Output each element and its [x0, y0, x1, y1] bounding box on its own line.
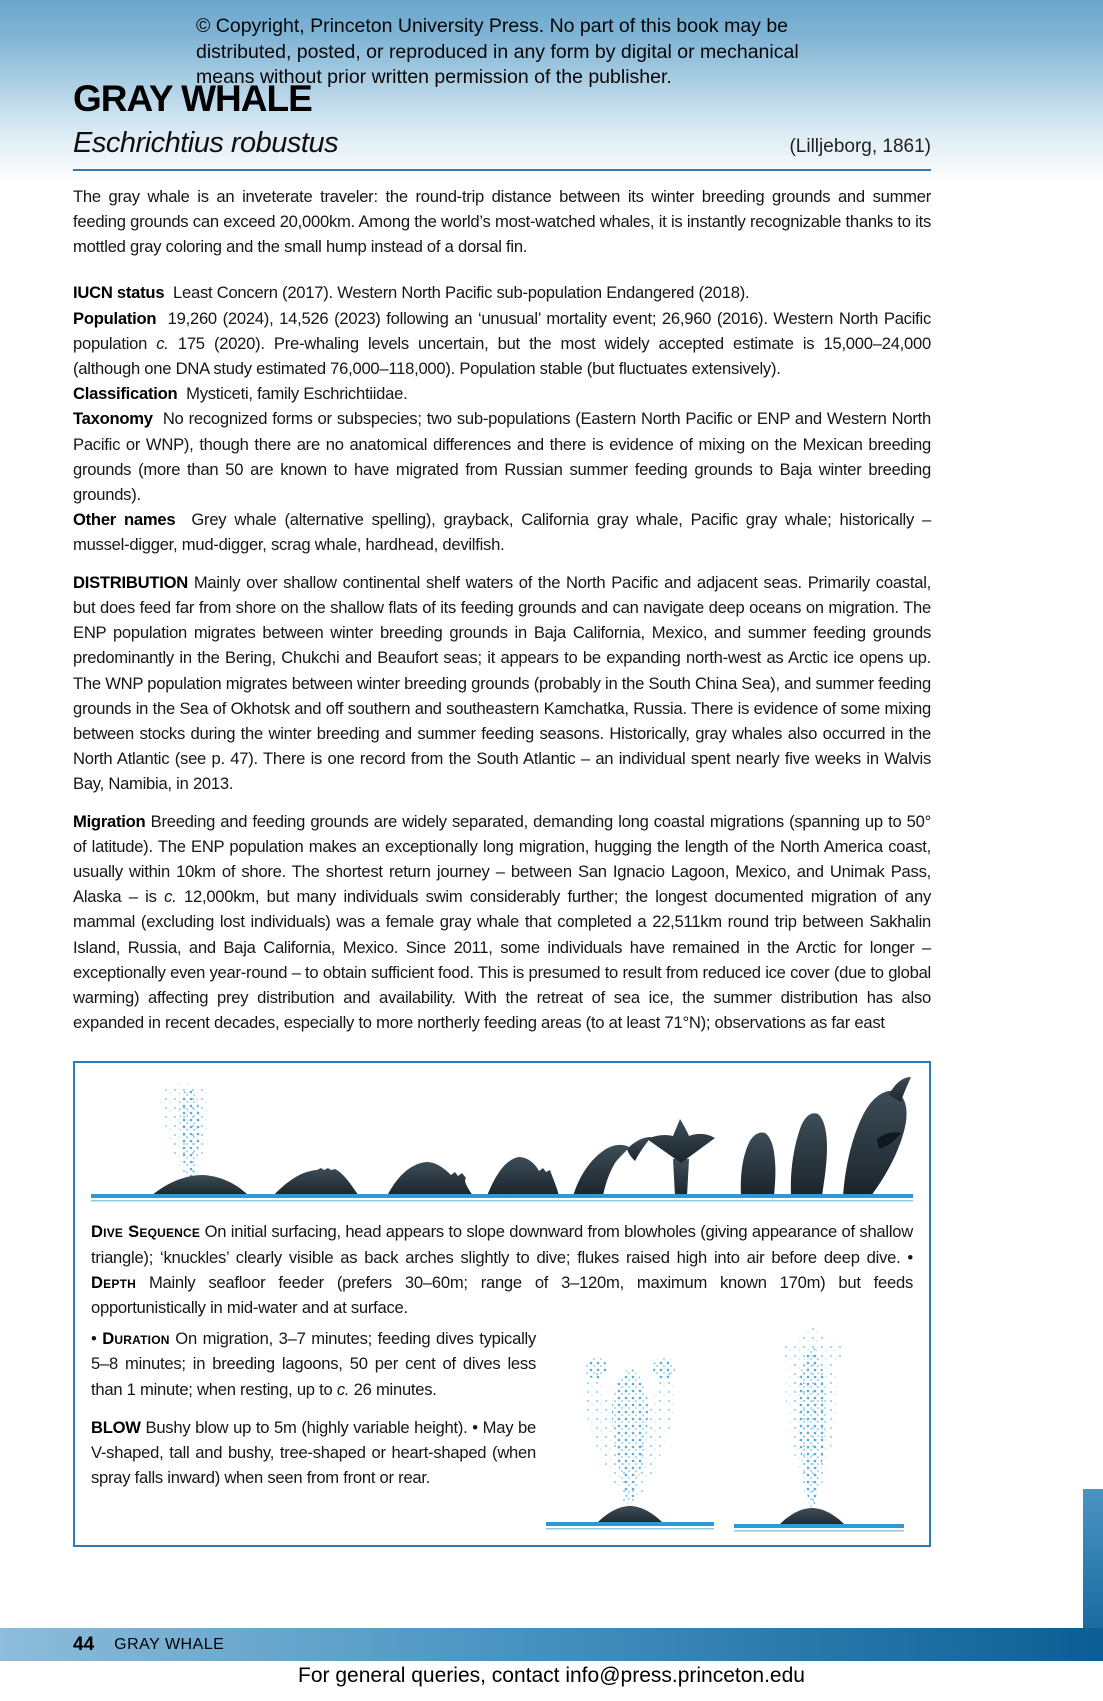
intro-paragraph: The gray whale is an inveterate traveler: the round-trip distance between its winter breeding grounds and summer feeding grounds can exceed 20,000km. Among the world’s most-watched whales, it is instantly recognizable thanks to its mottled gray coloring and the small hump instead of a dorsal fin.	[73, 186, 931, 257]
waterline-right	[734, 1524, 904, 1528]
whale-back-initial-surfacing	[151, 1175, 249, 1196]
whale-fluke-stock	[673, 1159, 689, 1196]
page-number: 44	[73, 1633, 95, 1655]
migration-paragraph: Migration Breeding and feeding grounds are widely separated, demanding long coastal migrations (spanning up to 50° of latitude). The ENP population makes an exceptionally long migration, hugging the length of the North America coast, usually within 10km of shore. The shortest return journey – between San Ignacio Lagoon, Mexico, and Unimak Pass, Alaska – is c. 12,000km, but many individuals swim considerably further; the longest documented migration of any mammal (excluding lost individuals) was a female gray whale that completed a 22,511km round trip between Sakhalin Island, Russia, and Baja California, Mexico. Since 2011, some individuals have remained in the Arctic for longer – exceptionally even year-round – to obtain sufficient food. This is presumed to result from reduced ice cover (due to global warming) affecting prey distribution and availability. With the retreat of sea ice, the summer distribution has also expanded in recent decades, especially to more northerly feeding areas (to at least 71°N); observations as far east	[73, 811, 932, 1033]
title-rule	[73, 169, 931, 171]
whale-back-arching	[387, 1162, 473, 1196]
blow-paragraph: BLOW Bushy blow up to 5m (highly variable height). • May be V-shaped, tall and bushy, tree-shaped or heart-shaped (when spray falls inward) when seen from front or rear.	[91, 1417, 536, 1488]
fact-iucn-status: IUCN status Least Concern (2017). Western North Pacific sub-population Endangered (2018).	[73, 283, 750, 303]
heart-shaped-blow-icon	[584, 1357, 675, 1514]
duration-paragraph: • Duration On migration, 3–7 minutes; feeding dives typically 5–8 minutes; in breeding lagoons, 50 per cent of dives less than 1 minute; when resting, up to c. 26 minutes.	[91, 1329, 537, 1399]
fact-population: Population 19,260 (2024), 14,526 (2023) following an ‘unusual’ mortality event; 26,960 (2016). Western North Pacific population c. 175 (2020). Pre-whaling levels uncertain, but the most widely accepted estimate is 15,000–24,000 (although one DNA study estimated 76,000–118,000). Population stable (but fluctuates extensively).	[73, 308, 931, 379]
waterline	[91, 1194, 913, 1198]
figure-box	[73, 1061, 931, 1547]
dive-sequence-illustration	[91, 1069, 913, 1209]
waterline-right-reflection	[734, 1530, 904, 1532]
species-name-row	[73, 127, 931, 160]
fact-classification: Classification Mysticeti, family Eschrichtiidae.	[73, 384, 408, 404]
fact-other-names: Other names Grey whale (alternative spelling), grayback, California gray whale, Pacific gray whale; historically – mussel-digger, mud-digger, scrag whale, hardhead, devilfish.	[73, 510, 931, 555]
species-authority: (Lilljeborg, 1861)	[789, 135, 931, 157]
waterline-left	[546, 1522, 714, 1526]
running-title: GRAY WHALE	[114, 1635, 225, 1653]
bushy-blow-icon	[782, 1327, 842, 1516]
scientific-name: Eschrichtius robustus	[73, 126, 339, 159]
whale-tailstock-emerging	[573, 1145, 629, 1196]
whale-back-steep-arch	[487, 1157, 559, 1196]
figure-text-column	[91, 1326, 536, 1490]
dive-sequence-paragraph: Dive Sequence On initial surfacing, head appears to slope downward from blowholes (giving appearance of shallow triangle); ‘knuckles’ clearly visible as back arches slightly to dive; flukes raised high into air before deep dive. • Depth Mainly seafloor feeder (prefers 30–60m; range of 3–120m, maximum known 170m) but feeds opportunistically in mid-water and at surface.	[91, 1222, 913, 1317]
whale-breaching	[843, 1091, 907, 1196]
whale-fluke-raised	[647, 1119, 715, 1163]
whale-spyhop-tall	[791, 1114, 827, 1197]
fact-taxonomy: Taxonomy No recognized forms or subspecies; two sub-populations (Eastern North Pacific or ENP and Western North Pacific or WNP), though there are no anatomical differences and there is evidence of mixing on the Mexican breeding grounds (more than 50 are known to have migrated from Russian summer feeding grounds to Baja winter breeding grounds).	[73, 409, 931, 505]
figure-columns	[91, 1326, 913, 1541]
whale-back-rolling	[273, 1168, 359, 1196]
distribution-paragraph: DISTRIBUTION Mainly over shallow continental shelf waters of the North Pacific and adjacent seas. Primarily coastal, but does feed far from shore on the shallow flats of its feeding grounds and can navigate deep oceans on migration. The ENP population migrates between winter breeding grounds in Baja California, Mexico, and summer feeding grounds predominantly in the Bering, Chukchi and Beaufort seas; it appears to be expanding north-west as Arctic ice opens up. The WNP population migrates between winter breeding grounds (probably in the South China Sea), and summer feeding grounds in the Sea of Okhotsk and off southern and southeastern Kamchatka, Russia. There is evidence of some mixing between stocks during the winter breeding and summer feeding seasons. Historically, gray whales also occurred in the North Atlantic (see p. 47). There is one record from the South Atlantic – an individual spent nearly five weeks in Walvis Bay, Namibia, in 2013.	[73, 572, 931, 794]
blow-illustration	[540, 1326, 910, 1541]
copyright-notice: © Copyright, Princeton University Press. No part of this book may be distributed, posted, or reproduced in any form by digital or mechanical means without prior written permission of the publisher.	[196, 15, 799, 88]
blow-illustration-column	[536, 1326, 913, 1541]
whale-dive-sequence-shapes	[151, 1077, 911, 1196]
general-queries-line: For general queries, contact info@press.princeton.edu	[298, 1664, 805, 1687]
whale-spyhop-small	[741, 1133, 776, 1197]
whale-fluke-tip	[627, 1137, 651, 1161]
blow-spray-icon	[160, 1083, 209, 1191]
facts-block	[73, 280, 931, 557]
waterline-reflection	[91, 1200, 913, 1202]
waterline-left-reflection	[546, 1528, 714, 1530]
page-title: GRAY WHALE	[73, 78, 312, 119]
footer-bar	[0, 1628, 1103, 1661]
main-content	[73, 80, 931, 1547]
chapter-edge-tab	[1083, 1489, 1103, 1628]
